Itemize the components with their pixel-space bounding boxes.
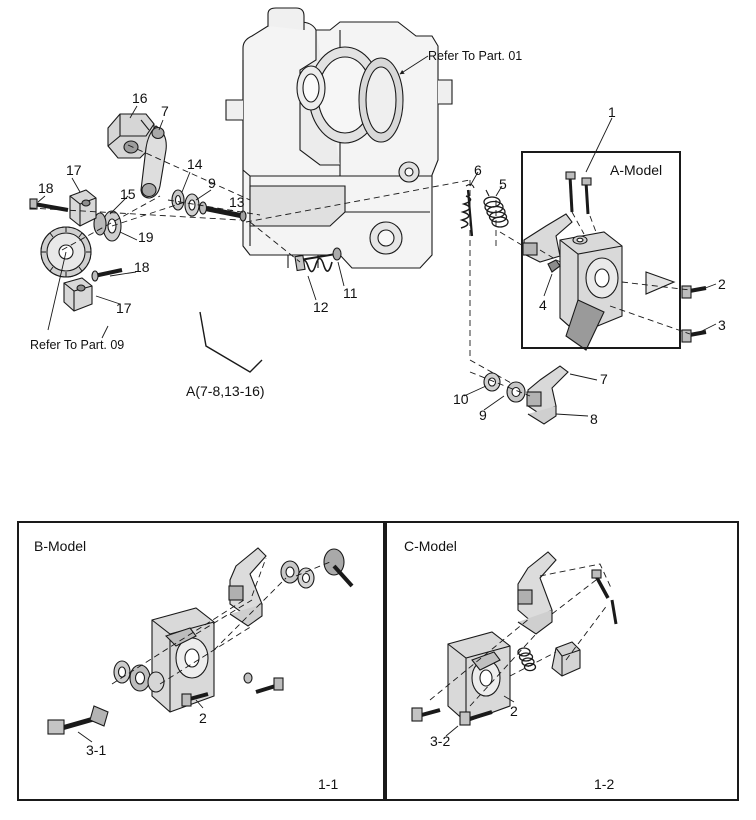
- callout-6: 6: [474, 162, 482, 178]
- callout-18-lower: 18: [134, 259, 150, 275]
- callout-19: 19: [138, 229, 154, 245]
- callout-13: 13: [229, 194, 245, 210]
- callout-9-left: 9: [208, 175, 216, 191]
- callout-c-3-2: 3-2: [430, 733, 451, 749]
- b-model-illustration: [48, 548, 352, 734]
- callout-7-lower: 7: [600, 371, 608, 387]
- engine-block-illustration: [226, 8, 452, 268]
- label-b-model-code: 1-1: [318, 776, 339, 792]
- callout-12: 12: [313, 299, 329, 315]
- callout-9-lower: 9: [479, 407, 487, 423]
- callout-4: 4: [539, 297, 547, 313]
- callout-17-upper: 17: [66, 162, 82, 178]
- callout-18-upper: 18: [38, 180, 54, 196]
- callout-c-2: 2: [510, 703, 518, 719]
- c-model-illustration: [412, 552, 616, 725]
- callout-1: 1: [608, 104, 616, 120]
- lower-center-parts: [484, 366, 568, 424]
- label-refer-part-01: Refer To Part. 01: [428, 49, 523, 63]
- label-b-model: B-Model: [34, 538, 87, 554]
- spring-and-rod-illustration: [461, 184, 508, 236]
- callout-15: 15: [120, 186, 136, 202]
- callout-16: 16: [132, 90, 148, 106]
- label-refer-part-09: Refer To Part. 09: [30, 338, 125, 352]
- label-c-model: C-Model: [404, 538, 457, 554]
- callout-17-lower: 17: [116, 300, 132, 316]
- callout-3: 3: [718, 317, 726, 333]
- a-model-illustration: [523, 172, 706, 350]
- label-c-model-code: 1-2: [594, 776, 615, 792]
- callout-5: 5: [499, 176, 507, 192]
- callout-b-3-1: 3-1: [86, 742, 107, 758]
- callout-11: 11: [343, 285, 358, 301]
- label-group-a: A(7-8,13-16): [186, 383, 265, 399]
- callout-10: 10: [453, 391, 469, 407]
- callout-b-2: 2: [199, 710, 207, 726]
- callout-14: 14: [187, 156, 203, 172]
- callout-7-left: 7: [161, 103, 169, 119]
- callout-8: 8: [590, 411, 598, 427]
- callout-2: 2: [718, 276, 726, 292]
- label-a-model: A-Model: [610, 162, 663, 178]
